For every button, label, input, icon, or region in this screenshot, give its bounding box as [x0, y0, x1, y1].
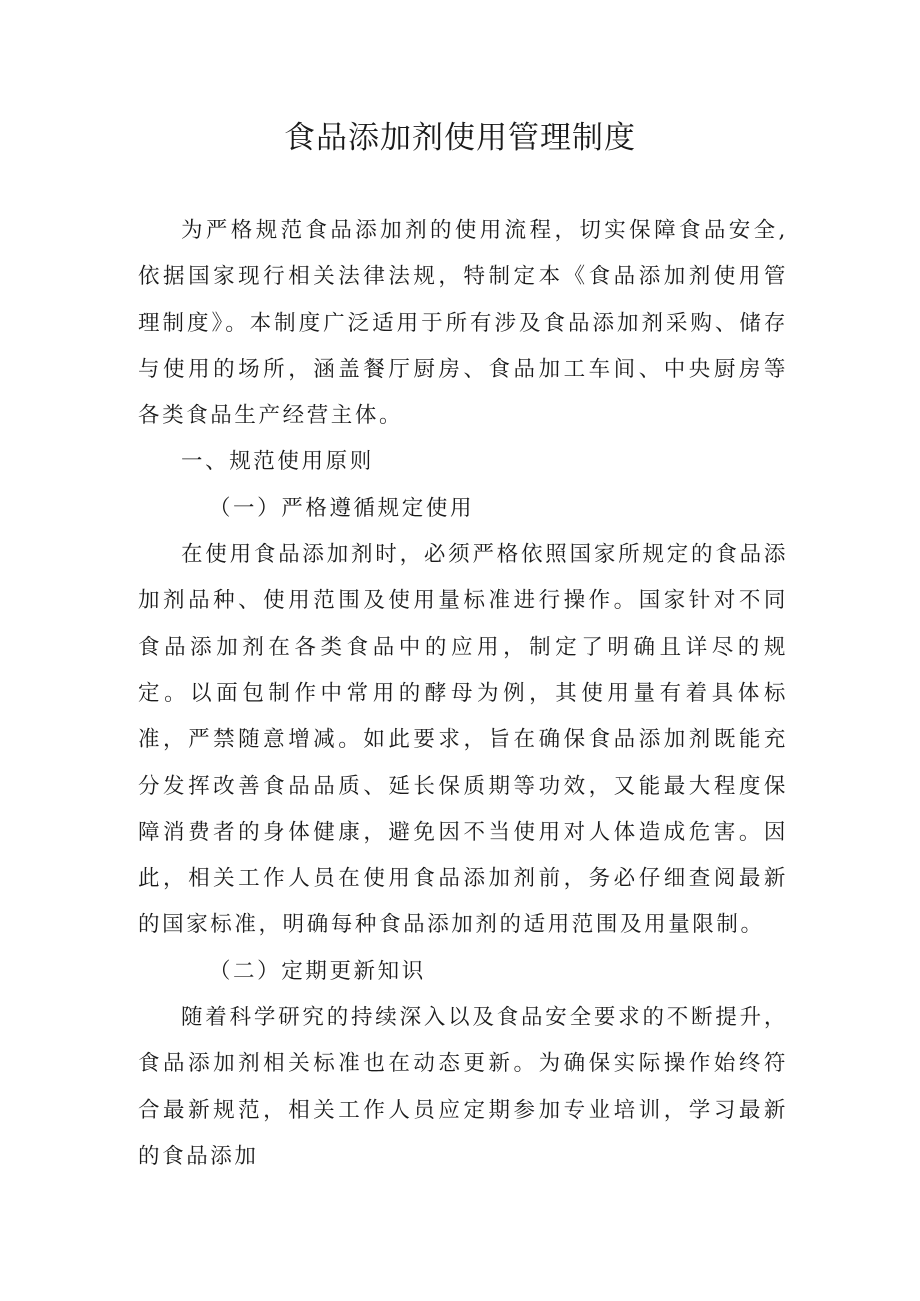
section-heading-principles: 一、规范使用原则 — [181, 449, 374, 475]
subsection-heading-strict-use: （一）严格遵循规定使用 — [208, 495, 475, 521]
document-body — [138, 208, 788, 1180]
intro-paragraph: 为严格规范食品添加剂的使用流程，切实保障食品安全,依据国家现行相关法律法规，特制定本《食品添加剂使用管理制度》。本制度广泛适用于所有涉及食品添加剂采购、储存与使用的场所，涵盖餐厅厨房、食品加工车间、中央厨房等各类食品生产经营主体。 — [138, 218, 788, 429]
document-title: 食品添加剂使用管理制度 — [284, 120, 636, 156]
update-knowledge-paragraph: 随着科学研究的持续深入以及食品安全要求的不断提升，食品添加剂相关标准也在动态更新。为确保实际操作始终符合最新规范，相关工作人员应定期参加专业培训，学习最新的食品添加 — [138, 1005, 788, 1169]
subsection-heading-update-knowledge: （二）定期更新知识 — [208, 958, 426, 984]
strict-use-paragraph: 在使用食品添加剂时，必须严格依照国家所规定的食品添加剂品种、使用范围及使用量标准进行操作。国家针对不同食品添加剂在各类食品中的应用，制定了明确且详尽的规定。以面包制作中常用的酵母为例，其使用量有着具体标准，严禁随意增减。如此要求，旨在确保食品添加剂既能充分发挥改善食品品质、延长保质期等功效，又能最大程度保障消费者的身体健康，避免因不当使用对人体造成危害。因此，相关工作人员在使用食品添加剂前，务必仔细查阅最新的国家标准，明确每种食品添加剂的适用范围及用量限制。 — [138, 542, 788, 938]
